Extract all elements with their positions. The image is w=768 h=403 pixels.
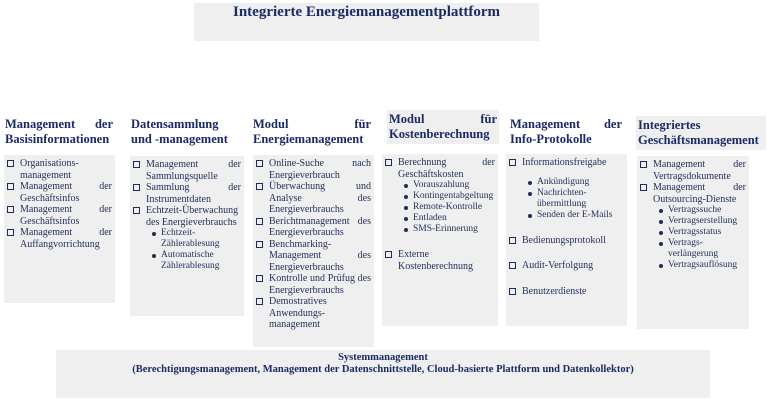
list-item [509,260,624,272]
checkbox-icon [385,251,392,258]
list-item [256,239,371,274]
list-item [385,157,495,235]
sub-item-label: Vorauszahlung [413,180,470,190]
sub-item-label: SMS-Erinnerung [413,224,478,234]
sub-item-label: Nachrichten-übermittlung [537,187,587,209]
sub-list-item [152,228,241,250]
item-label: Organisations-management [20,158,79,181]
sub-list-item [659,238,746,260]
checkbox-icon [640,184,647,191]
list-item [133,182,241,205]
list-item [509,286,624,298]
item-label: Management der Geschäftsinfos [20,181,112,204]
column-datensammlung [130,156,244,316]
list-item [256,273,371,296]
list-item [509,235,624,247]
item-label: Kontrolle und Prüfug des Energieverbrauchs [269,273,371,296]
sub-list-item [659,227,746,238]
system-management [56,352,710,376]
sub-item-label: Automatische Zählerablesung [161,250,220,271]
bullet-icon [404,206,408,210]
item-label: Externe Kostenberechnung [398,249,473,272]
checkbox-icon [7,183,14,190]
checkbox-icon [640,161,647,168]
list-item [509,157,624,221]
sub-list [653,205,746,271]
sub-list-item [404,202,495,213]
header-basisinfo: Management der Basisinformationen [5,117,113,146]
sub-item-label: Vertrags-verlängerung [668,238,719,259]
item-label: Benchmarking-Management des Energieverbrauchs [269,238,371,273]
bullet-icon [404,228,408,232]
bullet-icon [528,181,532,185]
sub-list-item [528,188,624,210]
header-geschaeftsmanagement: Integriertes Geschäftsmanagement [636,116,766,150]
list-item [7,227,112,250]
sub-list-item [404,180,495,191]
checkbox-icon [7,229,14,236]
item-label: Berichtmanagement des Energieverbrauchs [269,215,371,238]
system-details: (Berechtigungsmanagement, Management der Datenschnittstelle, Cloud-basierte Plattform und Datenkollektor) [132,364,634,375]
bullet-icon [659,220,663,224]
list-item [256,181,371,216]
checkbox-icon [256,275,263,282]
list-item [640,182,746,271]
item-label: Informationsfreigabe [522,157,607,168]
sub-list [398,180,495,235]
item-label: Echtzeit-Überwachung des Energieverbrauchs [146,205,239,228]
item-label: Management der Auffangvorrichtung [20,227,112,250]
checkbox-icon [256,160,263,167]
bullet-icon [659,242,663,246]
list-item [133,205,241,272]
sub-item-label: Vertragsauflösung [668,260,738,270]
sub-item-label: Vertragserstellung [668,216,738,226]
item-label: Überwachung und Analyse des Energieverbrauchs [269,181,371,215]
sub-list-item [659,216,746,227]
column-basisinfo [4,155,115,303]
checkbox-icon [133,161,140,168]
list-item [256,296,371,331]
checkbox-icon [256,241,263,248]
sub-list-item [528,177,624,188]
sub-item-label: Ankündigung [537,176,590,187]
checkbox-icon [7,160,14,167]
page-title: Integrierte Energiemanagementplattform [233,4,500,20]
header-datensammlung: Datensammlung und -management [131,117,228,146]
checkbox-icon [133,184,140,191]
item-label: Audit-Verfolgung [522,260,594,271]
sub-list-item [659,260,746,271]
item-label: Benutzerdienste [522,285,587,297]
header-infoprotokolle: Management der Info-Protokolle [510,117,622,146]
bullet-icon [152,254,156,258]
sub-list-item [404,213,495,224]
system-title: Systemmanagement [338,352,428,363]
checkbox-icon [256,298,263,305]
sub-list-item [152,250,241,272]
list-item [385,249,495,272]
sub-item-label: Remote-Kontrolle [413,202,483,212]
column-energiemanagement [253,155,374,347]
checkbox-icon [509,237,516,244]
bullet-icon [528,192,532,196]
sub-item-label: Senden der E-Mails [537,209,613,220]
item-label: Sammlung der Instrumentdaten [146,182,241,205]
column-kostenberechnung [382,154,498,326]
checkbox-icon [7,206,14,213]
sub-item-label: Vertragssuche [668,205,722,215]
bullet-icon [659,231,663,235]
sub-list-item [659,205,746,216]
checkbox-icon [509,262,516,269]
item-label: Bedienungsprotokoll [522,234,606,246]
checkbox-icon [256,183,263,190]
bullet-icon [404,195,408,199]
bullet-icon [404,217,408,221]
checkbox-icon [509,159,516,166]
list-item [7,204,112,227]
column-infoprotokolle [506,154,627,326]
sub-item-label: Entladen [413,213,447,223]
item-label: Management der Outsourcing-Dienste [653,182,746,205]
bullet-icon [404,184,408,188]
sub-item-label: Vertragsstatus [668,227,722,237]
column-geschaeftsmanagement [637,156,749,329]
bullet-icon [528,214,532,218]
header-energiemanagement: Modul für Energiemanagement [253,117,371,146]
sub-list [146,228,241,272]
sub-item-label: Echtzeit-Zählerablesung [161,228,220,249]
item-label: Management der Vertragsdokumente [653,159,746,182]
item-label: Berechnung der Geschäftskosten [398,157,495,180]
checkbox-icon [385,159,392,166]
list-item [256,216,371,239]
item-label: Management der Sammlungsquelle [146,159,241,182]
sub-item-label: Kontingentabgeltung [413,191,494,201]
bullet-icon [152,232,156,236]
header-kostenberechnung: Modul für Kostenberechnung [387,110,499,144]
checkbox-icon [256,218,263,225]
bullet-icon [659,264,663,268]
sub-list-item [404,191,495,202]
item-label: Online-Suche nach Energieverbrauch [269,158,371,181]
list-item [7,181,112,204]
item-label: Demostratives Anwendungs-management [269,296,327,330]
bullet-icon [659,209,663,213]
item-label: Management der Geschäftsinfos [20,204,112,227]
list-item [640,159,746,182]
checkbox-icon [509,288,516,295]
checkbox-icon [133,207,140,214]
list-item [7,158,112,181]
sub-list-item [404,224,495,235]
sub-list [522,177,624,221]
list-item [133,159,241,182]
sub-list-item [528,210,624,221]
list-item [256,158,371,181]
